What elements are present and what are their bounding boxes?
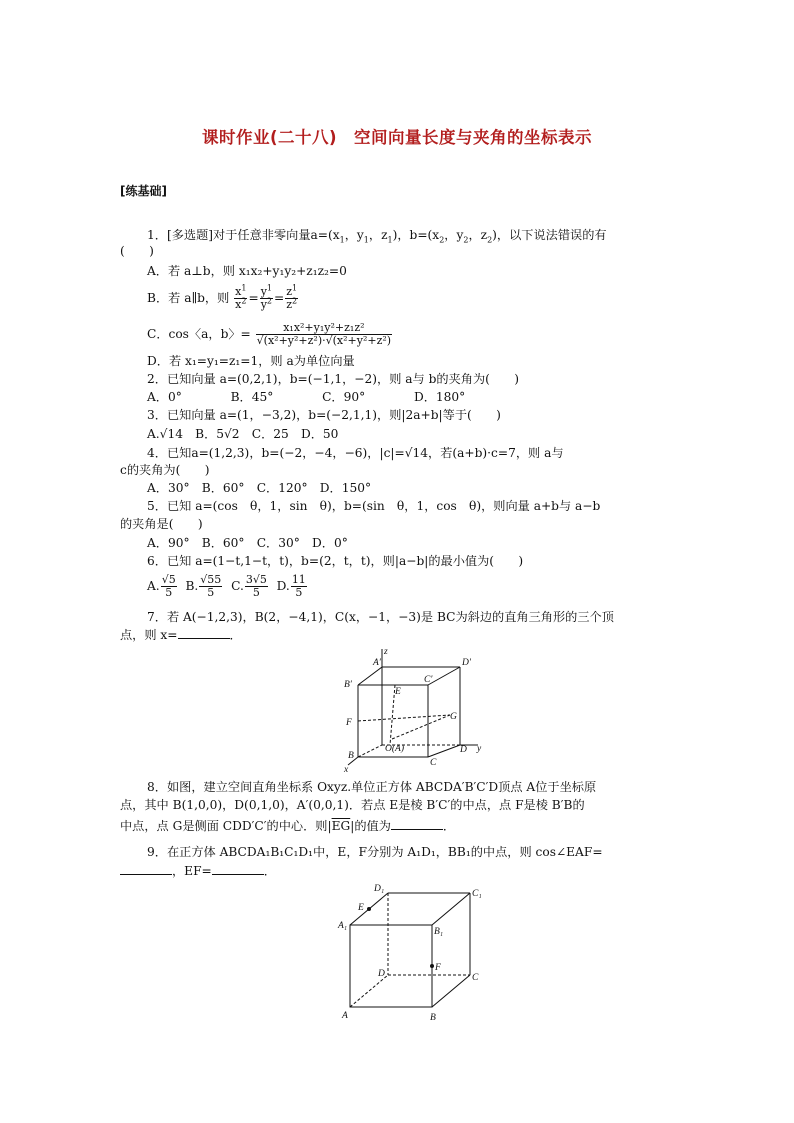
fig1-label-b: B	[348, 751, 354, 761]
fig1-label-o-a: O(A)	[385, 744, 404, 754]
fig2-label-b1: B₁	[434, 927, 444, 937]
fig1-label-a-prime: A′	[373, 658, 381, 668]
page-title: 课时作业(二十八) 空间向量长度与夹角的坐标表示	[201, 128, 593, 147]
answer-blank[interactable]	[212, 864, 264, 875]
fig1-label-x: x	[344, 765, 349, 773]
fig2-label-e: E	[358, 903, 364, 913]
q2-options: A．0° B．45° C．90° D．180°	[147, 390, 466, 404]
fig2-label-c1: C₁	[472, 889, 482, 899]
figure-cube	[336, 880, 496, 1025]
point-e	[367, 907, 371, 911]
figure-coordinate-cube	[330, 645, 490, 773]
q9-line-1: 9．在正方体 ABCDA₁B₁C₁D₁中，E，F分别为 A₁D₁，BB₁的中点，则 cos∠EAF=	[147, 845, 603, 859]
section-heading: [练基础]	[120, 184, 167, 198]
q5-options: A．90° B．60° C．30° D．0°	[147, 536, 348, 550]
fig1-label-e: E	[395, 687, 401, 697]
q1-option-c: C．cos〈a，b〉= $\frac{\text{x₁x²+y₁y²+z₁z²}}{\text{√(x²+y²+z²)·√(x²+y²+z²)}}$	[147, 321, 392, 347]
fig1-label-y: y	[477, 744, 482, 754]
fig1-label-z: z	[384, 647, 388, 657]
q5-stem: 5．已知 a=(cos θ，1，sin θ)，b=(sin θ，1，cos θ)，则向量 a+b与 a−b	[147, 499, 601, 513]
fig2-label-f: F	[435, 963, 441, 973]
q3-stem: 3．已知向量 a=(1，−3,2)，b=(−2,1,1)，则|2a+b|等于( )	[147, 408, 501, 422]
q1-option-a: A．若 a⊥b，则 x₁x₂+y₁y₂+z₁z₂=0	[147, 264, 347, 278]
q1-c-denominator: √(x²+y²+z²)·√(x²+y²+z²)	[256, 334, 392, 347]
fig2-label-a1: A₁	[338, 921, 348, 931]
q1-c-numerator: x₁x²+y₁y²+z₁z²	[256, 322, 392, 335]
q1-option-d: D．若 x₁=y₁=z₁=1，则 a为单位向量	[147, 354, 355, 368]
q3-options: A.√14 B．5√2 C．25 D．50	[147, 427, 339, 441]
q1-option-b: B．若 a∥b，则 $\frac{x^1}{x^2}$ = $\frac{y^1}{y^2}$ = $\frac{z^1}{z^2}$	[147, 283, 298, 311]
fig1-label-c: C	[430, 758, 437, 768]
answer-blank[interactable]	[178, 628, 230, 639]
fig2-label-d: D	[378, 969, 385, 979]
fig2-label-c: C	[472, 973, 479, 983]
q1-stem: 1．[多选题]对于任意非零向量$a=(x_1$，$y_1$，$z_1$)，$b=(x_2$，$y_2$，$z_2$)，以下说法错误的有	[147, 228, 607, 245]
fig2-label-d1: D₁	[374, 884, 385, 894]
q4-stem-cont: c的夹角为( )	[120, 463, 210, 477]
fig1-label-g: G	[450, 712, 457, 722]
fig1-label-b-prime: B′	[344, 680, 352, 690]
q8-line-3: 中点，点 G是侧面 CDD′C′的中心．则$|\overline{EG}|$的值为 ．	[120, 819, 456, 833]
fig2-label-a: A	[342, 1011, 348, 1021]
q6-stem: 6．已知 a=(1−t,1−t，t)，b=(2，t，t)，则|a−b|的最小值为( )	[147, 554, 524, 568]
answer-blank[interactable]	[120, 864, 172, 875]
fig2-label-b: B	[430, 1013, 436, 1023]
point-f	[430, 964, 434, 968]
answer-blank[interactable]	[391, 819, 443, 830]
fig1-label-c-prime: C′	[424, 675, 433, 685]
q4-options: A．30° B．60° C．120° D．150°	[147, 481, 372, 495]
q5-stem-cont: 的夹角是( )	[120, 517, 203, 531]
q2-stem: 2．已知向量 a=(0,2,1)，b=(−1,1，−2)，则 a与 b的夹角为( )	[147, 372, 520, 386]
q7-stem-cont: 点，则 x= ．	[120, 628, 242, 642]
q6-options: A. $\frac{√5}{5}$ B. $\frac{√55}{5}$ C. $\frac{3√5}{5}$ D. $\frac{11}{5}$	[147, 573, 306, 599]
vector-eg: $\overline{EG}$	[331, 819, 351, 833]
fig1-label-d-prime: D′	[462, 658, 471, 668]
q4-stem: 4．已知a=(1,2,3)，b=(−2，−4，−6)，|c|=√14，若(a+b)·c=7，则 a与	[147, 446, 564, 460]
q1-paren: ( )	[120, 244, 154, 258]
fig1-label-d: D	[460, 745, 467, 755]
q8-line-2: 点，其中 B(1,0,0)，D(0,1,0)，A′(0,0,1)．若点 E是棱 B′C′的中点，点 F是棱 B′B的	[120, 798, 585, 812]
q8-line-1: 8．如图，建立空间直角坐标系 Oxyz.单位正方体 ABCDA′B′C′D顶点 A位于坐标原	[147, 780, 597, 794]
q9-line-2: ，EF= ．	[120, 864, 276, 879]
q7-stem: 7．若 A(−1,2,3)，B(2，−4,1)，C(x，−1，−3)是 BC为斜边的直角三角形的三个顶	[147, 610, 614, 624]
fig1-label-f: F	[346, 718, 352, 728]
